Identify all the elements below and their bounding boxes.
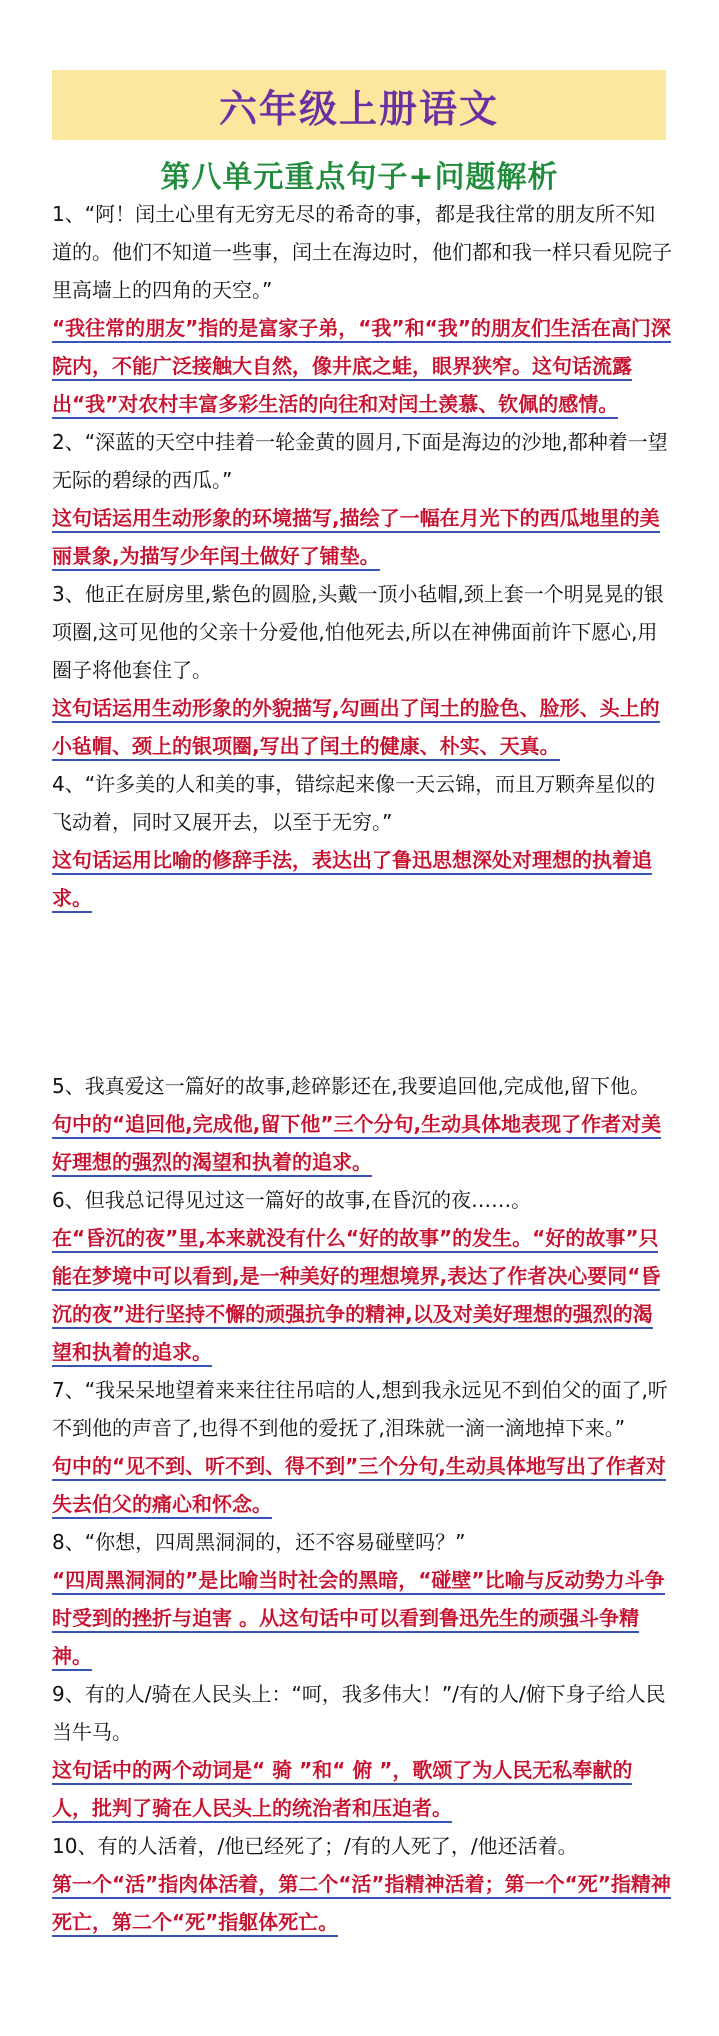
- answer-4-text: 这句话运用比喻的修辞手法，表达出了鲁迅思想深处对理想的执着追求。: [52, 848, 652, 913]
- answer-5-text: 句中的“追回他,完成他,留下他”三个分句,生动具体地表现了作者对美好理想的强烈的渴望和执着的追求。: [52, 1112, 661, 1177]
- page-title: 六年级上册语文: [218, 86, 499, 131]
- answer-3: [52, 689, 672, 765]
- answer-9: [52, 1751, 672, 1827]
- question-5: 5、我真爱这一篇好的故事,趁碎影还在,我要追回他,完成他,留下他。: [52, 1074, 651, 1098]
- answer-1-text: “我往常的朋友”指的是富家子弟，“我”和“我”的朋友们生活在高门深院内，不能广泛接触大自然，像井底之蛙，眼界狭窄。这句话流露出“我”对农村丰富多彩生活的向往和对闰土羡慕、钦佩的感情。: [52, 316, 671, 419]
- question-9: 9、有的人/骑在人民头上：“呵，我多伟大！”/有的人/俯下身子给人民当牛马。: [52, 1682, 666, 1744]
- answer-4: [52, 841, 672, 917]
- answer-6: [52, 1219, 672, 1371]
- answer-10-text: 第一个“活”指肉体活着，第二个“活”指精神活着；第一个“死”指精神死亡，第二个“死”指躯体死亡。: [52, 1872, 671, 1937]
- question-4: 4、“许多美的人和美的事，错综起来像一天云锦，而且万颗奔星似的飞动着，同时又展开去，以至于无穷。”: [52, 772, 656, 834]
- answer-10: [52, 1865, 672, 1941]
- question-2: 2、“深蓝的天空中挂着一轮金黄的圆月,下面是海边的沙地,都种着一望无际的碧绿的西瓜。”: [52, 430, 668, 492]
- answer-9-text: 这句话中的两个动词是“ 骑 ”和“ 俯 ”，歌颂了为人民无私奉献的人，批判了骑在人民头上的统治者和压迫者。: [52, 1758, 632, 1823]
- question-8: 8、“你想，四周黑洞洞的，还不容易碰壁吗？”: [52, 1530, 466, 1554]
- question-6: 6、但我总记得见过这一篇好的故事,在昏沉的夜……。: [52, 1188, 532, 1212]
- question-7: 7、“我呆呆地望着来来往往吊唁的人,想到我永远见不到伯父的面了,听不到他的声音了,也得不到他的爱抚了,泪珠就一滴一滴地掉下来。”: [52, 1378, 668, 1440]
- page-subtitle: 第八单元重点句子+问题解析: [160, 160, 559, 195]
- answer-8: [52, 1561, 672, 1675]
- answer-5: [52, 1105, 672, 1181]
- answer-7-text: 句中的“见不到、听不到、得不到”三个分句,生动具体地写出了作者对失去伯父的痛心和怀念。: [52, 1454, 666, 1519]
- question-10: 10、有的人活着，/他已经死了；/有的人死了，/他还活着。: [52, 1834, 578, 1858]
- answer-3-text: 这句话运用生动形象的外貌描写,勾画出了闰土的脸色、脸形、头上的小毡帽、颈上的银项圈,写出了闰土的健康、朴实、天真。: [52, 696, 660, 761]
- question-3: 3、他正在厨房里,紫色的圆脸,头戴一顶小毡帽,颈上套一个明晃晃的银项圈,这可见他的父亲十分爱他,怕他死去,所以在神佛面前许下愿心,用圈子将他套住了。: [52, 582, 664, 682]
- answer-2-text: 这句话运用生动形象的环境描写,描绘了一幅在月光下的西瓜地里的美丽景象,为描写少年闰土做好了铺垫。: [52, 506, 660, 571]
- title-banner: [52, 70, 666, 140]
- answer-8-text: “四周黑洞洞的”是比喻当时社会的黑暗，“碰壁”比喻与反动势力斗争时受到的挫折与迫害 。从这句话中可以看到鲁迅先生的顽强斗争精神。: [52, 1568, 665, 1671]
- question-1: 1、“阿！闰土心里有无穷无尽的希奇的事，都是我往常的朋友所不知道的。他们不知道一些事，闰土在海边时，他们都和我一样只看见院子里高墙上的四角的天空。”: [52, 202, 672, 302]
- answer-2: [52, 499, 672, 575]
- answer-6-text: 在“昏沉的夜”里,本来就没有什么“好的故事”的发生。“好的故事”只能在梦境中可以看到,是一种美好的理想境界,表达了作者决心要同“昏沉的夜”进行坚持不懈的顽强抗争的精神,以及对美好理想的强烈的渴望和执着的追求。: [52, 1226, 660, 1367]
- answer-1: [52, 309, 672, 423]
- content-body: [52, 195, 672, 1941]
- section-gap: [52, 917, 672, 1067]
- answer-7: [52, 1447, 672, 1523]
